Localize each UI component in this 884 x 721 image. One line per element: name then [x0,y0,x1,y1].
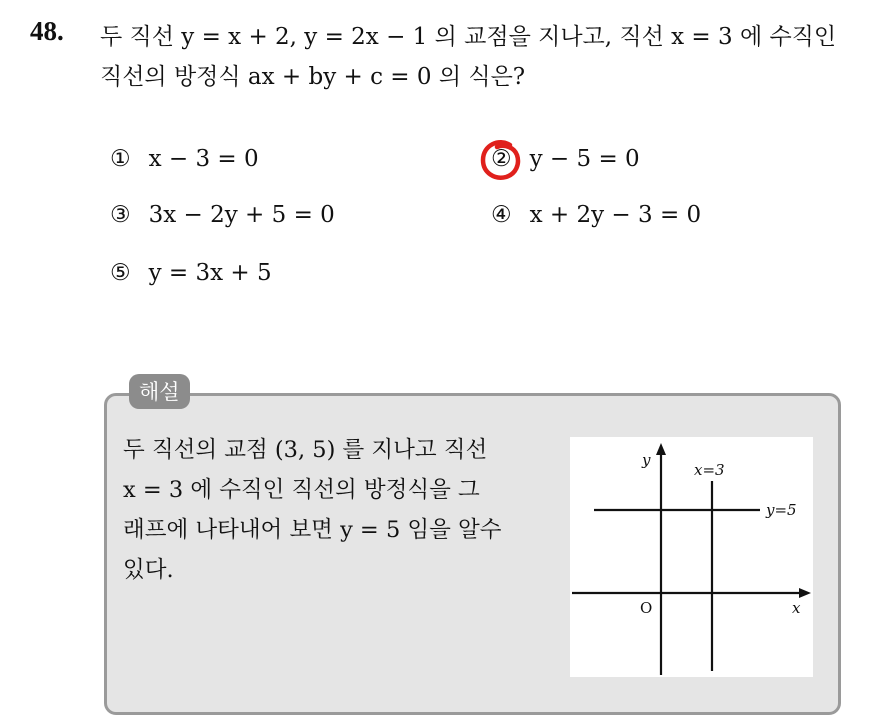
choice-number: ④ [491,202,512,228]
choice-text: y − 5 = 0 [529,146,640,172]
choice-text: 3x − 2y + 5 = 0 [148,202,335,228]
graph-svg [570,437,813,677]
x-axis-arrow [799,588,811,598]
origin-label: O [640,599,653,617]
coordinate-graph [570,437,813,677]
explanation-line-4: 있다. [123,557,174,583]
question-text-line-1: 두 직선 y = x + 2, y = 2x − 1 의 교점을 지나고, 직선 x = 3 에 수직인 [100,24,837,50]
y-axis-label: y [642,451,651,469]
explanation-line-1: 두 직선의 교점 (3, 5) 를 지나고 직선 [123,437,488,463]
choice-number: ① [110,146,131,172]
choice-number: ③ [110,202,131,228]
question-text-line-2: 직선의 방정식 ax + by + c = 0 의 식은? [100,64,526,90]
horizontal-line-label: y=5 [766,501,797,519]
explanation-line-3: 래프에 나타내어 보면 y = 5 임을 알수 [123,517,502,543]
choice-text: x + 2y − 3 = 0 [529,202,702,228]
x-axis-label: x [792,599,801,617]
choice-5[interactable] [110,260,272,286]
vertical-line-label: x=3 [694,461,725,479]
choice-text: x − 3 = 0 [148,146,259,172]
choice-1[interactable] [110,146,259,172]
choice-number: ⑤ [110,260,131,286]
choice-2[interactable] [491,146,640,172]
choice-number: ② [491,146,512,172]
explanation-line-2: x = 3 에 수직인 직선의 방정식을 그 [123,477,480,503]
question-number: 48. [30,16,64,46]
choice-4[interactable] [491,202,701,228]
explanation-tag: 해설 [129,374,190,409]
choice-3[interactable] [110,202,335,228]
y-axis-arrow [656,443,666,455]
choice-text: y = 3x + 5 [148,260,272,286]
